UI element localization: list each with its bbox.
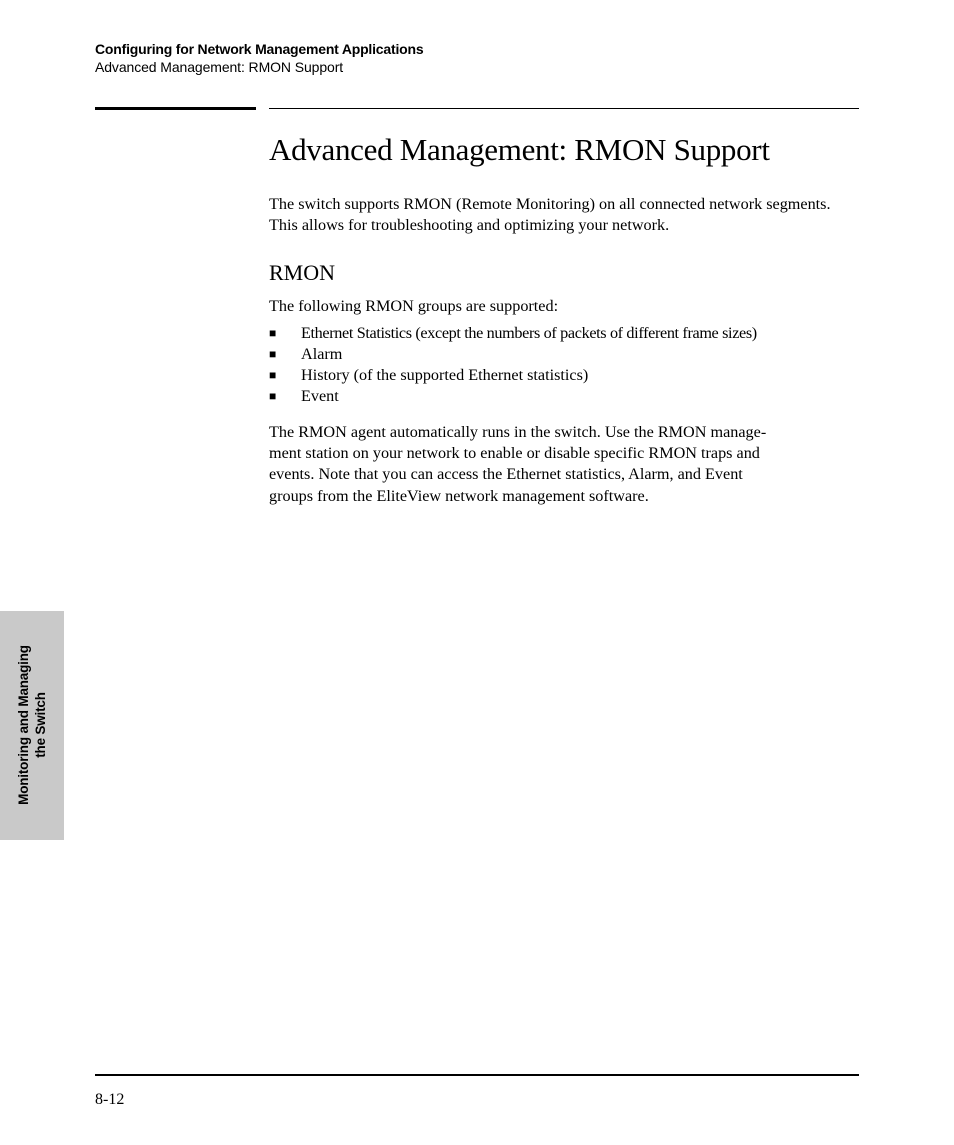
chapter-side-tab	[0, 611, 64, 840]
groups-intro-paragraph: The following RMON groups are supported:	[269, 296, 559, 315]
main-content	[269, 130, 861, 507]
outro-line: The RMON agent automatically runs in the switch. Use the RMON manage-	[269, 422, 767, 441]
page-heading: Advanced Management: RMON Support	[269, 132, 770, 167]
side-tab-line: the Switch	[33, 692, 48, 758]
rmon-groups-list	[269, 323, 861, 407]
header-rule-long	[269, 108, 859, 109]
list-item	[269, 365, 861, 386]
section-title: Advanced Management: RMON Support	[95, 59, 344, 75]
outro-line: events. Note that you can access the Ethernet statistics, Alarm, and Event	[269, 465, 743, 484]
page-number: 8-12	[95, 1091, 125, 1108]
bullet-square-icon: ■	[269, 346, 277, 361]
chapter-title: Configuring for Network Management Applications	[95, 41, 424, 57]
side-tab-label	[15, 611, 49, 840]
list-item	[269, 344, 861, 365]
header-rule-short	[95, 107, 256, 110]
list-item	[269, 323, 861, 344]
outro-paragraph	[269, 422, 861, 507]
bullet-square-icon: ■	[269, 367, 277, 382]
list-item	[269, 386, 861, 407]
rmon-subheading: RMON	[269, 259, 336, 285]
list-item-text: History (of the supported Ethernet statistics)	[301, 365, 589, 384]
outro-line: groups from the EliteView network management software.	[269, 486, 649, 505]
list-item-text: Ethernet Statistics (except the numbers of packets of different frame sizes)	[301, 323, 757, 342]
bullet-square-icon: ■	[269, 325, 276, 340]
list-item-text: Alarm	[301, 344, 343, 363]
running-header	[95, 40, 423, 76]
intro-paragraph: The switch supports RMON (Remote Monitoring) on all connected network segments. This allows for troubleshooting and optimizing your network.	[269, 195, 831, 235]
side-tab-line: Monitoring and Managing	[16, 645, 31, 805]
bullet-square-icon: ■	[269, 388, 277, 403]
footer-rule	[95, 1074, 859, 1076]
list-item-text: Event	[301, 386, 339, 405]
outro-line: ment station on your network to enable or disable specific RMON traps and	[269, 444, 760, 463]
